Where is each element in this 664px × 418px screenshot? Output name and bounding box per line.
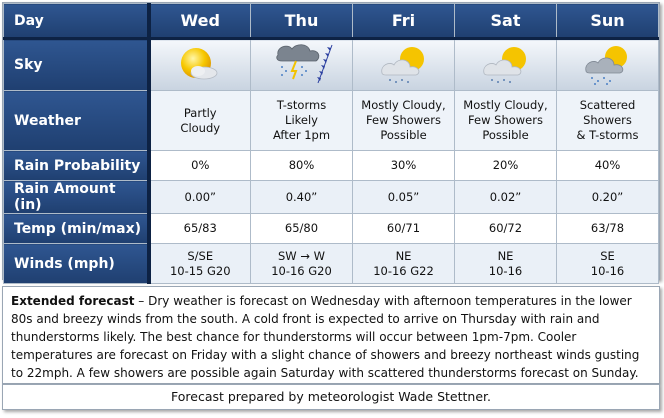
rain-amount-cell: 0.40” [251, 181, 353, 214]
winds-cell-fri [353, 244, 455, 284]
weather-text: Cloudy [180, 120, 221, 135]
wind-direction: SW → W [278, 248, 325, 263]
winds-cell-wed [149, 244, 251, 284]
wind-direction: S/SE [187, 248, 214, 263]
wind-direction: SE [600, 248, 615, 263]
forecast-table-frame [2, 2, 660, 280]
extended-forecast-text: – Dry weather is forecast on Wednesday with afternoon temperatures in the lower 80s and breezy winds from the south. A cold front is expected to arrive on Thursday with rain and thunderstorms likely. The best chance for thunderstorms will occur between 1pm-7pm. Cooler temperatures are forecast on Friday with a slight chance of showers and breezy northeast winds gusting to 22mph. A few showers are possible again Saturday with scattered thunderstorms forecast on Sunday. [11, 294, 640, 380]
rain-amount-cell: 0.05” [353, 181, 455, 214]
sky-cell-sat [455, 39, 557, 91]
temp-cell: 60/71 [353, 214, 455, 244]
weather-text: Partly [183, 105, 217, 120]
sky-cell-sun [557, 39, 659, 91]
weather-text: After 1pm [272, 128, 331, 142]
day-sat: Sat [455, 4, 557, 39]
weather-text: Few Showers [366, 113, 441, 127]
rain-probability-label: Rain Probability [4, 151, 149, 181]
wind-direction: NE [395, 248, 412, 263]
day-fri: Fri [353, 4, 455, 39]
wind-speed: 10-16 [488, 263, 523, 278]
weather-text: Possible [482, 128, 529, 142]
weather-row [4, 91, 659, 151]
forecast-credit: Forecast prepared by meteorologist Wade Stettner. [2, 384, 660, 410]
day-header-row [4, 4, 659, 39]
weather-cell-sat [455, 91, 557, 151]
winds-label: Winds (mph) [4, 244, 149, 284]
thunderstorm-cloud-icon [269, 43, 335, 87]
winds-cell-thu [251, 244, 353, 284]
wind-speed: 10-15 G20 [169, 263, 231, 278]
day-thu: Thu [251, 4, 353, 39]
extended-forecast [2, 286, 660, 384]
weather-cell-sun [557, 91, 659, 151]
day-sun: Sun [557, 4, 659, 39]
sky-label: Sky [4, 39, 149, 91]
sky-row [4, 39, 659, 91]
weather-cell-fri [353, 91, 455, 151]
wind-speed: 10-16 G20 [271, 263, 332, 278]
wind-direction: NE [497, 248, 514, 263]
rain-amount-cell: 0.00” [149, 181, 251, 214]
winds-row [4, 244, 659, 284]
mostly-cloudy-showers-icon [376, 43, 432, 87]
rain-probability-cell: 0% [149, 151, 251, 181]
rain-amount-row [4, 181, 659, 214]
extended-forecast-title: Extended forecast [11, 294, 135, 308]
corner-label: Day [4, 4, 149, 39]
rain-amount-cell: 0.02” [455, 181, 557, 214]
weather-text: Mostly Cloudy, [361, 98, 446, 112]
weather-text: Possible [380, 128, 427, 142]
weather-text: Showers [583, 113, 632, 127]
temp-label: Temp (min/max) [4, 214, 149, 244]
mostly-cloudy-showers-icon [478, 43, 534, 87]
winds-cell-sat [455, 244, 557, 284]
sky-cell-fri [353, 39, 455, 91]
temp-cell: 65/83 [149, 214, 251, 244]
rain-amount-cell: 0.20” [557, 181, 659, 214]
partly-cloudy-sun-icon [172, 43, 228, 87]
weather-label: Weather [4, 91, 149, 151]
rain-probability-cell: 30% [353, 151, 455, 181]
rain-amount-label: Rain Amount (in) [4, 181, 149, 214]
weather-text: & T-storms [576, 128, 639, 142]
weather-text: T-storms [276, 98, 327, 112]
sky-cell-wed [149, 39, 251, 91]
weather-text: Mostly Cloudy, [463, 98, 548, 112]
scattered-showers-thunderstorms-icon [580, 43, 636, 87]
weather-cell-thu [251, 91, 353, 151]
winds-cell-sun [557, 244, 659, 284]
weather-text: Few Showers [468, 113, 543, 127]
wind-speed: 10-16 G22 [373, 263, 434, 278]
weather-cell-wed [149, 91, 251, 151]
sky-cell-thu [251, 39, 353, 91]
temp-cell: 63/78 [557, 214, 659, 244]
temp-cell: 65/80 [251, 214, 353, 244]
rain-probability-cell: 80% [251, 151, 353, 181]
temp-row [4, 214, 659, 244]
weather-text: Scattered [579, 98, 636, 112]
forecast-table [3, 3, 659, 284]
wind-speed: 10-16 [590, 263, 625, 278]
rain-probability-cell: 40% [557, 151, 659, 181]
temp-cell: 60/72 [455, 214, 557, 244]
weather-text: Likely [285, 113, 318, 127]
day-wed: Wed [149, 4, 251, 39]
rain-probability-row [4, 151, 659, 181]
rain-probability-cell: 20% [455, 151, 557, 181]
